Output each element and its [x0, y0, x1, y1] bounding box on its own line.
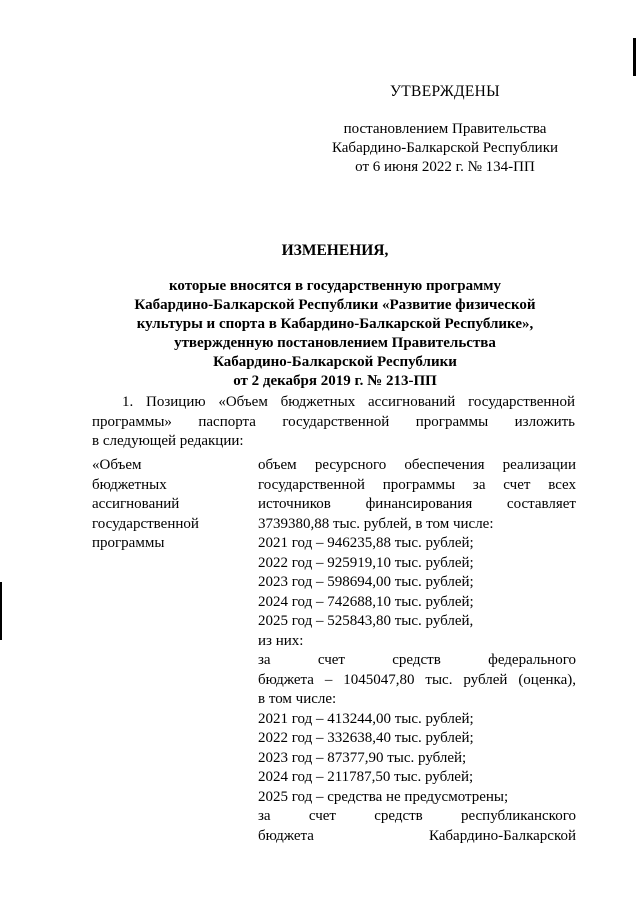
document-heading: [92, 241, 578, 391]
table-content-line: в том числе:: [258, 691, 337, 707]
table-content-line: источников финансирования составляет: [258, 496, 576, 512]
table-content-line: 2024 год – 742688,10 тыс. рублей;: [258, 593, 474, 610]
approval-line: Кабардино-Балкарской Республики: [331, 140, 559, 156]
table-label-column: [92, 456, 242, 554]
table-content-line: за счет средств республиканского: [258, 808, 576, 824]
table-content-column: [258, 456, 576, 846]
table-content-line: из них:: [258, 632, 304, 649]
table-content-line: 2023 год – 598694,00 тыс. рублей;: [258, 574, 474, 590]
table-label-line: «Объем: [92, 457, 142, 473]
approval-title: УТВЕРЖДЕНЫ: [390, 83, 500, 100]
heading-title: ИЗМЕНЕНИЯ,: [281, 242, 389, 259]
heading-line: Кабардино-Балкарской Республики: [213, 354, 457, 370]
table-label-line: государственной: [92, 515, 199, 532]
table-label-line: бюджетных: [92, 476, 167, 493]
table-content-line: бюджета – 1045047,80 тыс. рублей (оценка),: [258, 671, 576, 688]
table-label-line: ассигнований: [92, 496, 180, 512]
heading-line: которые вносятся в государственную программу: [168, 278, 502, 294]
heading-line: от 2 декабря 2019 г. № 213-ПП: [233, 373, 437, 389]
scan-edge-mark-left: [0, 582, 2, 640]
table-label-line: программы: [92, 535, 165, 551]
paragraph-line: в следующей редакции:: [92, 433, 244, 449]
table-content-line: за счет средств федерального: [258, 652, 576, 668]
table-content-line: 2024 год – 211787,50 тыс. рублей;: [258, 769, 474, 785]
table-content-line: 2021 год – 413244,00 тыс. рублей;: [258, 710, 474, 727]
table-content-line: бюджета Кабардино-Балкарской: [258, 827, 576, 844]
table-content-line: 2025 год – 525843,80 тыс. рублей,: [258, 613, 474, 629]
paragraph-line: программы» паспорта государственной программы изложить: [92, 413, 575, 430]
table-content-line: объем ресурсного обеспечения реализации: [258, 457, 576, 473]
approval-line: постановлением Правительства: [343, 121, 547, 137]
table-content-line: 2022 год – 332638,40 тыс. рублей;: [258, 730, 474, 746]
table-content-line: государственной программы за счет всех: [258, 476, 576, 493]
table-content-line: 2021 год – 946235,88 тыс. рублей;: [258, 535, 474, 551]
scan-edge-mark-right: [633, 38, 636, 76]
heading-line: Кабардино-Балкарской Республики «Развитие физической: [134, 297, 536, 313]
approval-block: [320, 82, 570, 177]
heading-line: утвержденную постановлением Правительства: [174, 335, 496, 351]
table-content-line: 3739380,88 тыс. рублей, в том числе:: [258, 515, 494, 532]
table-content-line: 2023 год – 87377,90 тыс. рублей;: [258, 749, 467, 766]
table-content-line: 2022 год – 925919,10 тыс. рублей;: [258, 554, 474, 571]
table-content-line: 2025 год – средства не предусмотрены;: [258, 788, 509, 805]
heading-line: культуры и спорта в Кабардино-Балкарской Республике»,: [136, 316, 534, 332]
paragraph-line: 1. Позицию «Объем бюджетных ассигнований государственной: [122, 394, 575, 410]
intro-paragraph: [92, 393, 575, 452]
approval-line: от 6 июня 2022 г. № 134-ПП: [355, 159, 535, 175]
